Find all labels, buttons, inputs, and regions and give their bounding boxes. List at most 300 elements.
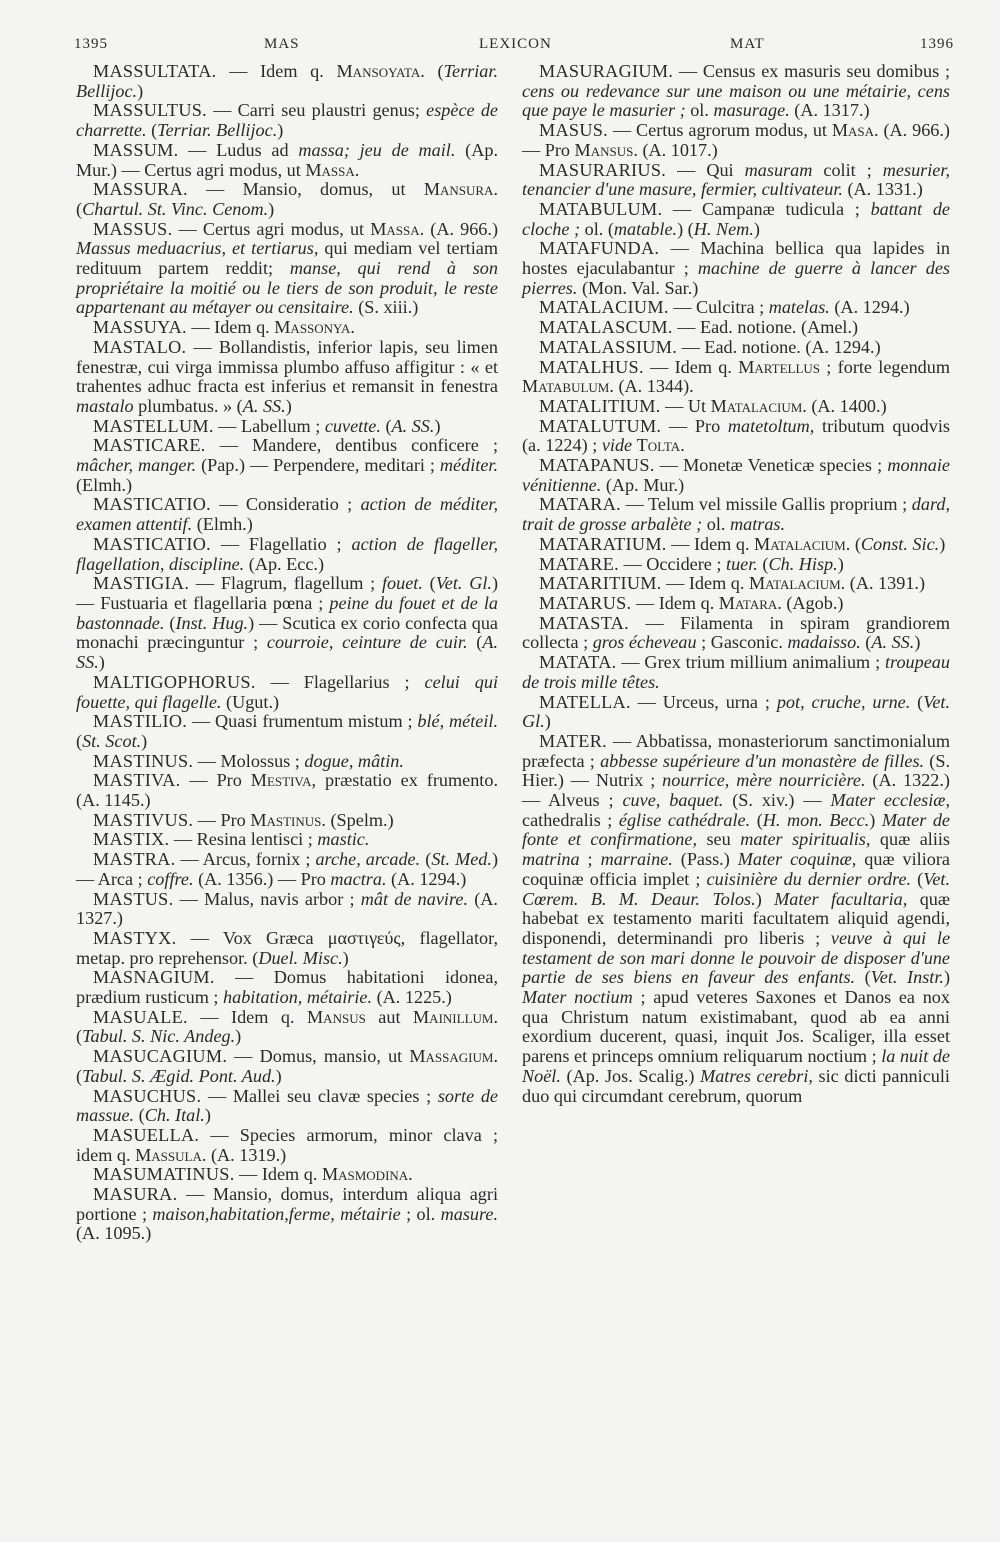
entry-headword: MASSULTUS. xyxy=(93,100,208,121)
entry-headword: MATARA. xyxy=(539,494,621,515)
entry-text: — Machina bellica qua lapides in hostes ejaculabantur ; xyxy=(522,238,950,279)
right-column xyxy=(522,62,950,1106)
entry-text: (Pap.) — Perpendere, meditari ; xyxy=(196,455,440,476)
entry-text: (Spelm.) xyxy=(325,809,394,830)
entry-headword: MASSURA. xyxy=(93,179,188,200)
entry-text: ol. xyxy=(702,514,730,535)
entry-gloss-italic: mât de navire. xyxy=(360,888,469,909)
dictionary-entry xyxy=(76,180,498,219)
entry-text: ) xyxy=(837,553,844,574)
entry-text: — Pro xyxy=(193,809,251,830)
entry-text: aut xyxy=(365,1006,414,1027)
entry-text: (A. 966.) — Pro xyxy=(522,120,950,160)
entry-gloss-italic: Mater facultaria, xyxy=(774,888,908,909)
entry-text: — Pro xyxy=(180,770,251,791)
dictionary-entry xyxy=(76,1047,498,1086)
page-number-left: 1395 xyxy=(74,36,108,52)
entry-text: (A. 1317.) xyxy=(789,100,870,121)
entry-text: (A. 1319.) xyxy=(206,1144,287,1165)
entry-text: (A. 1017.) xyxy=(637,139,718,160)
entry-gloss-italic: Mater ecclesiæ, xyxy=(830,790,950,811)
entry-gloss-italic: courroie, ceinture de cuir. xyxy=(266,632,468,653)
entry-text: — Flagellarius ; xyxy=(255,671,425,692)
dictionary-entry xyxy=(522,417,950,456)
entry-text: ( xyxy=(910,691,924,712)
entry-text: ( xyxy=(76,1026,83,1047)
entry-headword: MASTIVUS. xyxy=(93,809,194,830)
dictionary-entry xyxy=(76,752,498,772)
entry-text: — Idem q. xyxy=(666,533,755,554)
entry-gloss-italic: St. Med. xyxy=(431,849,492,870)
dictionary-entry xyxy=(76,436,498,495)
entry-text: (Elmh.) xyxy=(192,514,253,535)
running-header xyxy=(74,36,954,60)
entry-text: — Mansio, domus, ut xyxy=(187,179,424,200)
entry-gloss-italic: machine de guerre à lancer des pierres. xyxy=(522,258,950,298)
entry-text: ) xyxy=(544,711,551,732)
entry-gloss-italic: Matres cerebri, xyxy=(700,1065,813,1086)
entry-text: (S. xiii.) xyxy=(353,297,419,318)
entry-text: (A. 1327.) xyxy=(76,888,498,929)
entry-headword: MASTUS. xyxy=(93,888,174,909)
entry-headword: MASURA. xyxy=(93,1184,178,1205)
entry-text: quæ aliis xyxy=(870,829,950,850)
entry-gloss-italic: masure. xyxy=(440,1203,499,1224)
entry-text: — Certus agri modus, ut xyxy=(172,218,371,239)
entry-text: colit ; xyxy=(812,159,883,180)
entry-text: ) xyxy=(914,632,921,653)
entry-text: ) xyxy=(277,120,284,141)
entry-gloss-italic: matelas. xyxy=(768,297,830,318)
entry-headword: MASTRA. xyxy=(93,849,176,870)
entry-headword: MALTIGOPHORUS. xyxy=(93,671,256,692)
entry-headword: MASUCAGIUM. xyxy=(93,1046,228,1067)
entry-crossref: Matabulum. xyxy=(522,376,614,397)
entry-text: — Telum vel missile Gallis proprium ; xyxy=(621,494,912,515)
entry-gloss-italic: H. Nem. xyxy=(693,218,754,239)
entry-headword: MASTIGIA. xyxy=(93,573,190,594)
entry-gloss-italic: Vet. Cœrem. B. M. Deaur. Tolos. xyxy=(522,868,950,909)
entry-gloss-italic: marraine. xyxy=(600,849,673,870)
entry-text: — Mallei seu clavæ species ; xyxy=(201,1085,438,1106)
entry-headword: MASNAGIUM. xyxy=(93,967,215,988)
dictionary-entry xyxy=(76,1126,498,1165)
entry-gloss-italic: cuisinière du dernier ordre. xyxy=(706,868,912,889)
dictionary-entry xyxy=(522,200,950,239)
entry-gloss-italic: A. SS. xyxy=(391,415,435,436)
entry-gloss-italic: H. mon. Becc. xyxy=(762,809,870,830)
entry-headword: MATER. xyxy=(539,730,607,751)
entry-crossref: Mansoyata. xyxy=(336,61,425,81)
entry-text: — Occidere ; xyxy=(618,553,727,574)
entry-gloss-italic: masuram xyxy=(744,159,813,180)
entry-text: ) xyxy=(753,218,760,239)
entry-crossref: Matalacium. xyxy=(754,533,851,554)
entry-headword: MASURAGIUM. xyxy=(539,61,674,81)
entry-gloss-italic: A. SS. xyxy=(242,395,286,416)
entry-text: ; Gasconic. xyxy=(696,632,788,653)
dictionary-entry xyxy=(522,397,950,417)
entry-gloss-italic: Chartul. St. Vinc. Cenom. xyxy=(82,198,269,219)
entry-gloss-italic: fouet. xyxy=(381,573,423,594)
entry-text: (Ap. Ecc.) xyxy=(244,553,325,574)
entry-text: — Molossus ; xyxy=(193,750,305,771)
entry-headword: MASSUM. xyxy=(93,139,179,160)
dictionary-entry xyxy=(76,574,498,673)
dictionary-entry xyxy=(76,535,498,574)
entry-headword: MASTELLUM. xyxy=(93,415,214,436)
entry-text: — Idem q. xyxy=(234,1164,322,1185)
entry-gloss-italic: la nuit de Noël. xyxy=(522,1046,950,1086)
dictionary-entry xyxy=(76,890,498,929)
entry-gloss-italic: Mater de fonte et confirmatione, xyxy=(522,809,950,850)
entry-gloss-italic: habitation, métairie. xyxy=(223,987,373,1008)
entry-text: — Qui xyxy=(666,159,745,180)
dictionary-entry xyxy=(76,101,498,140)
entry-gloss-italic: A. SS. xyxy=(871,632,915,653)
entry-gloss-italic: massa; jeu de mail. xyxy=(298,139,456,160)
entry-text: (Agob.) xyxy=(781,592,844,613)
entry-headword: MASTICARE. xyxy=(93,435,206,456)
entry-headword: MATALHUS. xyxy=(539,356,644,377)
entry-headword: MATALASCUM. xyxy=(539,317,673,338)
entry-text: ) — Fustuaria et flagellaria pœna ; xyxy=(76,573,499,613)
entry-gloss-italic: Massus meduacrius, et tertiarus, xyxy=(76,238,319,259)
dictionary-entry xyxy=(522,614,950,653)
entry-gloss-italic: gros écheveau xyxy=(592,632,697,653)
entry-text: — Idem q. xyxy=(631,592,719,613)
entry-gloss-italic: manse, qui rend à son propriétaire la moitié ou le tiers de son produit, le reste appartenant au métayer ou censitaire. xyxy=(76,258,498,318)
dictionary-entry xyxy=(76,1185,498,1244)
entry-text: ) xyxy=(141,730,148,751)
entry-headword: MASSUS. xyxy=(93,218,173,239)
entry-gloss-italic: tuer. xyxy=(726,553,758,574)
entry-headword: MATATA. xyxy=(539,652,617,673)
entry-text: — Quasi frumentum mistum ; xyxy=(187,711,418,732)
entry-gloss-italic: Tabul. S. Nic. Andeg. xyxy=(82,1026,236,1047)
entry-headword: MATARE. xyxy=(539,553,619,574)
entry-gloss-italic: Tabul. S. Ægid. Pont. Aud. xyxy=(82,1065,276,1086)
entry-text: forte legendum xyxy=(831,356,951,377)
entry-text: (Pass.) xyxy=(672,849,738,870)
dictionary-entry xyxy=(76,850,498,889)
entry-headword: MASSUYA. xyxy=(93,317,187,338)
entry-text: ( xyxy=(855,967,871,988)
entry-text: quæ habebat ex testamento mariti facultatem aliquid agendi, disponendi, determinandi pro liberis ; xyxy=(522,888,951,948)
entry-gloss-italic: mesurier, tenancier d'une masure, fermier, cultivateur. xyxy=(522,159,950,200)
entry-gloss-italic: Inst. Hug. xyxy=(175,612,249,633)
dictionary-entry xyxy=(522,574,950,594)
entry-text: (A. 1356.) — Pro xyxy=(193,868,331,889)
entry-text: (Mon. Val. Sar.) xyxy=(577,277,699,298)
entry-crossref: Mastinus. xyxy=(250,809,326,830)
entry-text: (Ap. Jos. Scalig.) xyxy=(560,1065,701,1086)
entry-headword: MATARATIUM. xyxy=(539,533,667,554)
dictionary-entry xyxy=(522,239,950,298)
dictionary-entry xyxy=(76,1008,498,1047)
entry-headword: MASTIX. xyxy=(93,829,170,850)
entry-crossref: Massonya. xyxy=(274,317,355,338)
entry-gloss-italic: troupeau de trois mille têtes. xyxy=(522,652,950,692)
dictionary-entry xyxy=(522,161,950,200)
entry-text: ) xyxy=(204,1105,211,1126)
entry-gloss-italic: sorte de massue. xyxy=(76,1085,499,1126)
entry-headword: MATABULUM. xyxy=(539,198,663,219)
entry-headword: MASTINUS. xyxy=(93,750,194,771)
entry-text: ) — Arca ; xyxy=(76,849,498,889)
entry-headword: MASUS. xyxy=(539,120,609,141)
entry-crossref: Mansura. xyxy=(423,179,498,200)
dictionary-entry xyxy=(76,968,498,1007)
dictionary-entry xyxy=(522,338,950,358)
entry-headword: MASURARIUS. xyxy=(539,159,667,180)
entry-headword: MATELLA. xyxy=(539,691,631,712)
entry-text: cathedralis ; xyxy=(522,809,619,830)
entry-text: (Elmh.) xyxy=(76,474,133,495)
entry-crossref: Matara. xyxy=(718,592,782,613)
dictionary-entry xyxy=(522,594,950,614)
entry-text: ; ol. xyxy=(400,1203,441,1224)
entry-gloss-italic: matetoltum, xyxy=(727,415,815,436)
entry-text: (A. 1391.) xyxy=(845,573,926,594)
entry-gloss-italic: veuve à qui le testament de son mari donne le pouvoir de disposer d'une partie de ses biens en faveur des enfants. xyxy=(522,927,951,988)
entry-gloss-italic: masurage. xyxy=(713,100,790,121)
entry-gloss-italic: cens ou redevance sur une maison ou une métairie, cens que paye le masurier ; xyxy=(522,80,950,121)
dictionary-entry xyxy=(76,338,498,417)
entry-gloss-italic: blé, méteil. xyxy=(417,711,498,732)
dictionary-entry xyxy=(76,771,498,810)
entry-gloss-italic: nourrice, mère nourricière. xyxy=(662,770,866,791)
header-center: LEXICON xyxy=(479,36,552,52)
entry-gloss-italic: maison,habitation,ferme, métairie xyxy=(152,1203,401,1224)
entry-gloss-italic: Vet. Instr. xyxy=(870,967,944,988)
entry-text: — Species armorum, minor clava ; idem q. xyxy=(76,1124,498,1165)
entry-gloss-italic: vide xyxy=(601,435,633,456)
entry-text: — Bollandistis, inferior lapis, seu limen fenestræ, cui virga immissa plumbo affuso affigitur : « et trahentes adhuc fracta est inferius et remansit in fenestra xyxy=(76,336,498,397)
entry-text: — Idem q. xyxy=(661,573,749,594)
entry-gloss-italic: Vet. Gl. xyxy=(522,691,950,732)
entry-text: ( xyxy=(134,1105,145,1126)
entry-gloss-italic: Vet. Gl. xyxy=(435,573,492,594)
entry-text: (A. 1400.) xyxy=(806,395,887,416)
entry-text: ) xyxy=(869,809,882,830)
dictionary-entry xyxy=(522,456,950,495)
entry-text: — Abbatissa, monasteriorum sanctimonialum præfecta ; xyxy=(522,730,950,771)
entry-headword: MASUALE. xyxy=(93,1006,188,1027)
entry-gloss-italic: pot, cruche, urne. xyxy=(776,691,911,712)
entry-text: ( xyxy=(424,61,444,81)
entry-text: ) xyxy=(939,533,946,554)
entry-text: ) xyxy=(98,652,105,673)
entry-gloss-italic: action de méditer, examen attentif. xyxy=(76,494,498,535)
entry-headword: MATASTA. xyxy=(539,612,629,633)
entry-headword: MASUCHUS. xyxy=(93,1085,202,1106)
left-column xyxy=(76,62,498,1244)
entry-text: ) xyxy=(137,80,144,101)
dictionary-entry xyxy=(76,811,498,831)
entry-headword: MATARITIUM. xyxy=(539,573,662,594)
entry-gloss-italic: coffre. xyxy=(147,868,194,889)
entry-gloss-italic: cuvette. xyxy=(324,415,381,436)
entry-headword: MASTICATIO. xyxy=(93,533,211,554)
entry-text: seu xyxy=(697,829,741,850)
entry-text: — Ut xyxy=(660,395,711,416)
entry-text: (Ap. Mur.) xyxy=(601,474,685,495)
dictionary-entry xyxy=(76,220,498,319)
entry-gloss-italic: arche, arcade. xyxy=(315,849,421,870)
dictionary-entry xyxy=(522,318,950,338)
entry-gloss-italic: St. Scot. xyxy=(82,730,142,751)
entry-gloss-italic: Duel. Misc. xyxy=(258,947,343,968)
dictionary-entry xyxy=(522,298,950,318)
entry-gloss-italic: espèce de charrette. xyxy=(76,100,498,141)
dictionary-entry xyxy=(522,535,950,555)
entry-crossref: Tolta. xyxy=(636,435,685,456)
dictionary-entry xyxy=(76,1087,498,1126)
entry-text: — Vox Græca μαστιγεύς, flagellator, metap. pro reprehensor. ( xyxy=(76,927,498,968)
dictionary-entry xyxy=(76,141,498,180)
entry-gloss-italic: matrina xyxy=(522,849,580,870)
entry-text: — Idem q. xyxy=(186,317,275,338)
dictionary-entry xyxy=(76,495,498,534)
dictionary-entry xyxy=(522,653,950,692)
entry-headword: MASTALO. xyxy=(93,336,187,357)
page-number-right: 1396 xyxy=(920,36,954,52)
entry-text: ( xyxy=(146,120,158,141)
entry-text: ( xyxy=(76,730,83,751)
entry-gloss-italic: dard, trait de grosse arbalète ; xyxy=(522,494,950,535)
entry-crossref: Mestiva, xyxy=(250,770,317,791)
dictionary-entry xyxy=(76,318,498,338)
entry-gloss-italic: Mater coquinæ, xyxy=(737,849,857,870)
entry-gloss-italic: Ch. Hisp. xyxy=(768,553,838,574)
entry-crossref: Masa. xyxy=(831,120,879,141)
entry-gloss-italic: église cathédrale. xyxy=(618,809,751,830)
entry-text: (A. 1322.) — Alveus ; xyxy=(522,770,950,811)
entry-text: ( xyxy=(422,573,436,594)
entry-gloss-italic: abbesse supérieure d'un monastère de filles. xyxy=(600,750,925,771)
entry-gloss-italic: mastalo xyxy=(76,395,134,416)
entry-text: ( xyxy=(164,612,176,633)
entry-gloss-italic: peine du fouet et de la bastonnade. xyxy=(76,592,498,633)
entry-text: (Ugut.) xyxy=(221,691,280,712)
header-left-word: MAS xyxy=(264,36,300,52)
entry-text: præstatio ex frumento. (A. 1145.) xyxy=(76,770,498,811)
entry-gloss-italic: dogue, mâtin. xyxy=(304,750,404,771)
dictionary-entry xyxy=(522,693,950,732)
entry-text: — Campanæ tudicula ; xyxy=(662,198,871,219)
dictionary-entry xyxy=(522,495,950,534)
entry-text: sic dicti panniculi duo qui circumdant cerebrum, quorum xyxy=(522,1065,950,1106)
entry-text: — Culcitra ; xyxy=(668,297,769,318)
entry-text: ( xyxy=(911,868,924,889)
entry-text: ) xyxy=(268,198,275,219)
entry-text: ( xyxy=(76,1065,83,1086)
entry-text: — Census ex masuris seu domibus ; xyxy=(673,61,950,81)
entry-crossref: Massula. xyxy=(135,1144,207,1165)
entry-headword: MASSULTATA. xyxy=(93,61,217,81)
entry-gloss-italic: Mater noctium xyxy=(522,987,633,1008)
dictionary-entry xyxy=(76,929,498,968)
entry-text: — Idem q. xyxy=(187,1006,308,1027)
entry-headword: MATALITIUM. xyxy=(539,395,661,416)
entry-text: (S. xiv.) — xyxy=(723,790,831,811)
entry-text: ol. xyxy=(685,100,714,121)
entry-text: ) xyxy=(755,888,775,909)
entry-crossref: Massa. xyxy=(305,159,360,180)
entry-text: ( xyxy=(380,415,392,436)
entry-headword: MASTIVA. xyxy=(93,770,181,791)
dictionary-entry xyxy=(76,673,498,712)
dictionary-entry xyxy=(76,417,498,437)
entry-text: (A. 1095.) xyxy=(76,1223,152,1244)
entry-gloss-italic: celui qui fouette, qui flagelle. xyxy=(76,671,499,712)
dictionary-entry xyxy=(522,732,950,1106)
entry-text: (A. 1294.) xyxy=(386,868,467,889)
entry-text: ) xyxy=(235,1026,242,1047)
entry-text: ; xyxy=(579,849,601,870)
dictionary-entry xyxy=(522,62,950,121)
entry-headword: MASTYX. xyxy=(93,927,177,948)
entry-text: — Carri seu plaustri genus; xyxy=(207,100,427,121)
entry-headword: MASUELLA. xyxy=(93,1124,200,1145)
dictionary-entry xyxy=(76,1165,498,1185)
entry-headword: MATALACIUM. xyxy=(539,297,669,318)
entry-text: — Labellum ; xyxy=(213,415,325,436)
entry-text: — Domus, mansio, ut xyxy=(227,1046,410,1067)
entry-headword: MASUMATINUS. xyxy=(93,1164,235,1185)
entry-text: ) xyxy=(275,1065,282,1086)
dictionary-entry xyxy=(522,555,950,575)
entry-headword: MATARUS. xyxy=(539,592,632,613)
entry-text: — Idem q. xyxy=(643,356,739,377)
dictionary-entry xyxy=(522,358,950,397)
entry-crossref: Massa. xyxy=(370,218,425,239)
entry-text: ) — Scutica ex corio confecta qua monachi præcinguntur ; xyxy=(76,612,498,653)
entry-gloss-italic: action de flageller, flagellation, discipline. xyxy=(76,533,498,574)
entry-headword: MATAFUNDA. xyxy=(539,238,660,259)
entry-text: ) xyxy=(434,415,441,436)
entry-gloss-italic: mastic. xyxy=(317,829,370,850)
entry-gloss-italic: Terriar. Bellijoc. xyxy=(157,120,278,141)
entry-text: (A. 966.) xyxy=(424,218,498,239)
entry-text: — Urceus, urna ; xyxy=(630,691,777,712)
entry-gloss-italic: matable. xyxy=(613,218,678,239)
entry-gloss-italic: mactra. xyxy=(330,868,387,889)
entry-text: — Certus agrorum modus, ut xyxy=(608,120,832,141)
entry-text: — Consideratio ; xyxy=(210,494,361,515)
entry-crossref: Martellus ; xyxy=(738,356,832,377)
entry-text: tributum quodvis (a. 1224) ; xyxy=(522,415,950,456)
entry-crossref: Matalacium. xyxy=(748,573,846,594)
entry-crossref: Masmodina. xyxy=(321,1164,413,1185)
entry-text: (S. Hier.) — Nutrix ; xyxy=(522,750,950,791)
entry-gloss-italic: Ch. Ital. xyxy=(144,1105,205,1126)
entry-gloss-italic: madaisso. xyxy=(787,632,861,653)
entry-text: — Ludus ad xyxy=(178,139,299,160)
entry-text: ol. ( xyxy=(580,218,614,239)
entry-text: — Flagrum, flagellum ; xyxy=(189,573,382,594)
entry-text: ; apud veteres Saxones et Danos ea nox qua Christum natum existimabant, quod ab ea anni exordium ducerent, quasi, inquit Jos. Scaliger, illa esset parens et princeps omnium reliquarum noctium ; xyxy=(522,987,950,1067)
entry-gloss-italic: Terriar. Bellijoc. xyxy=(76,61,499,101)
entry-text: — Grex trium millium animalium ; xyxy=(616,652,885,673)
entry-text: ( xyxy=(750,809,763,830)
entry-text: (A. 1294.) xyxy=(829,297,910,318)
entry-text: — Ead. notione. (Amel.) xyxy=(672,317,859,338)
entry-text: — Idem q. xyxy=(216,61,337,81)
entry-crossref: Matalacium. xyxy=(710,395,807,416)
entry-text: — Malus, navis arbor ; xyxy=(173,888,361,909)
